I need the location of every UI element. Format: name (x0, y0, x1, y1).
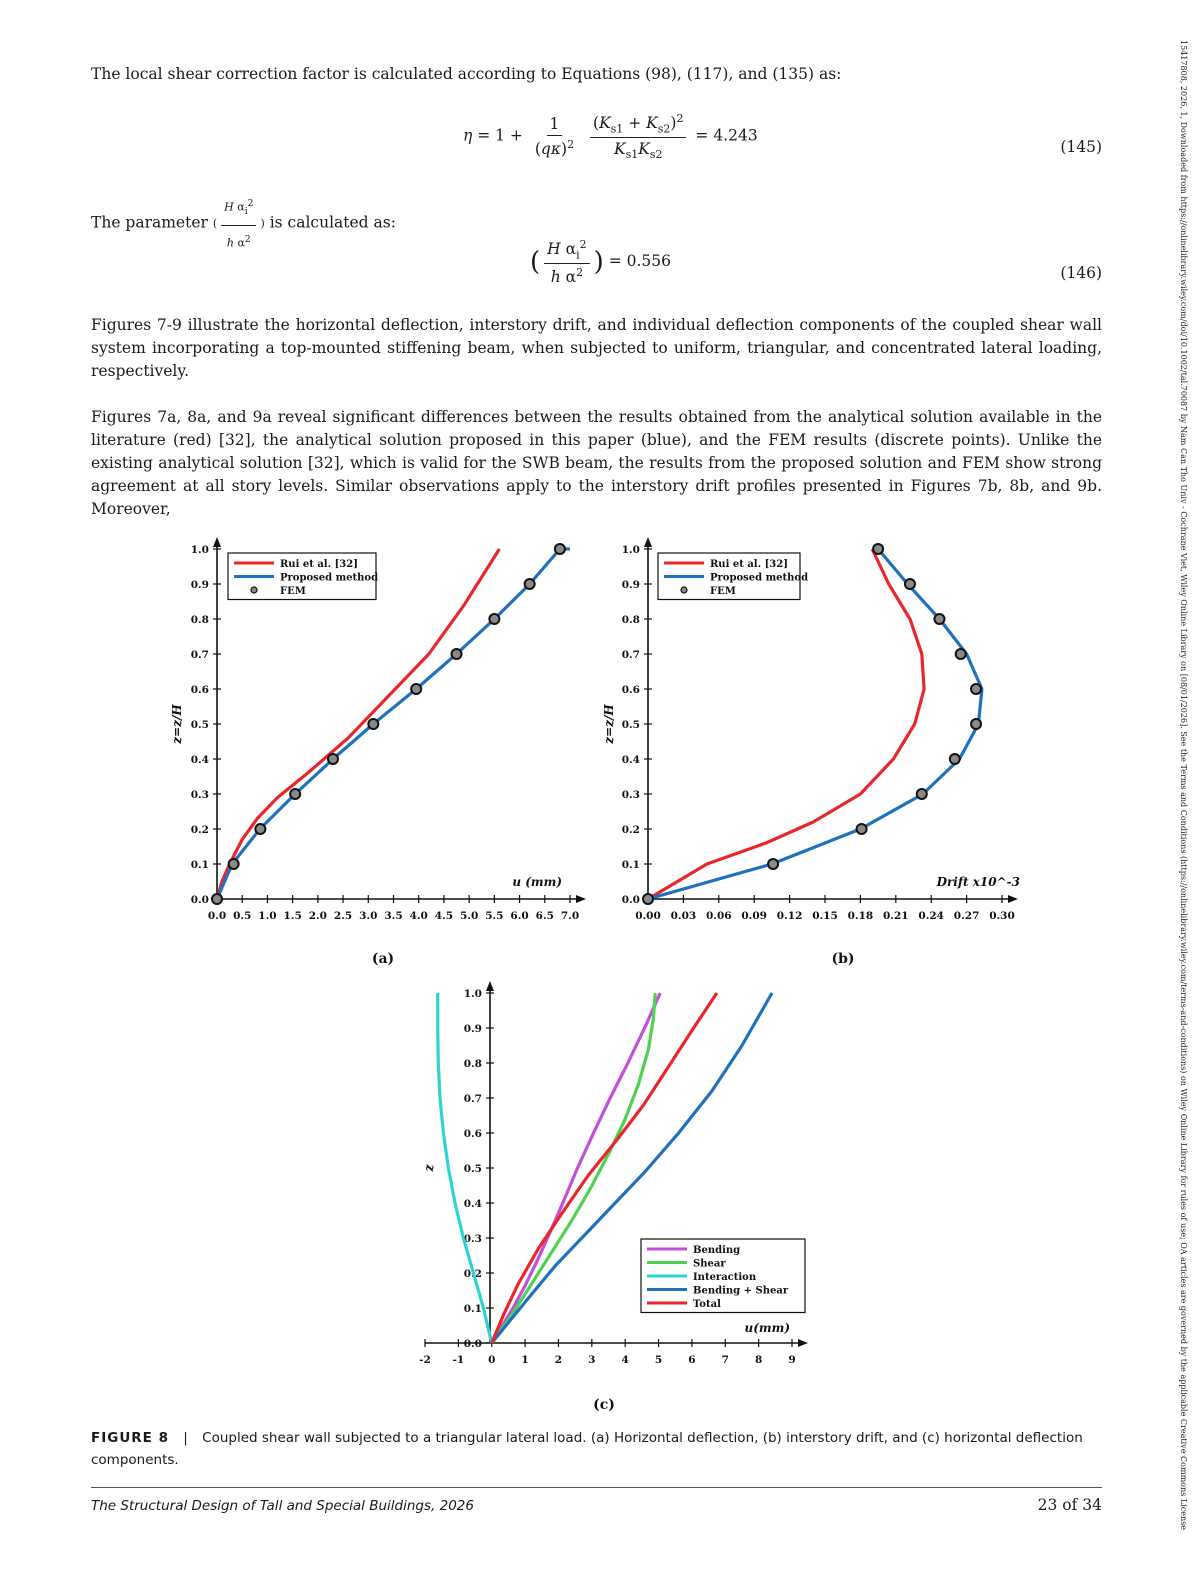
y-tick-label-a: 0.2 (190, 824, 209, 836)
fem-point-b (873, 544, 883, 554)
y-tick-label-b: 0.9 (621, 579, 640, 591)
fem-point-a (489, 614, 499, 624)
x-tick-label-a: 5.0 (460, 910, 479, 922)
x-tick-label-c: -2 (419, 1354, 431, 1366)
caption-text: Coupled shear wall subjected to a triangular lateral load. (a) Horizontal deflection, (b) interstory drift, and (c) horizontal deflection components. (91, 1430, 1083, 1468)
x-axis-label-b: Drift x10^-3 (936, 875, 1020, 889)
y-tick-label-a: 0.8 (190, 614, 209, 626)
x-tick-label-c: 1 (521, 1354, 529, 1366)
x-tick-label-b: 0.15 (812, 910, 838, 922)
equation-number: (145) (1060, 138, 1102, 156)
y-tick-label-a: 0.4 (190, 754, 209, 766)
y-tick-label-a: 0.5 (190, 719, 209, 731)
legend-label-c: Total (693, 1299, 721, 1310)
x-tick-label-a: 2.5 (333, 910, 353, 922)
figure-caption: FIGURE 8 | Coupled shear wall subjected to a triangular lateral load. (a) Horizontal deflection, (b) interstory drift, and (c) horizontal deflection components. (91, 1430, 1083, 1468)
fem-point-b (971, 719, 981, 729)
fem-point-a (368, 719, 378, 729)
y-tick-label-a: 0.7 (190, 649, 209, 661)
panel-label-a: (a) (371, 951, 395, 967)
series-line-c (492, 993, 661, 1343)
fem-point-a (212, 894, 222, 904)
y-tick-label-c: 0.5 (463, 1163, 482, 1175)
legend-label-a: Rui et al. [32] (280, 559, 358, 570)
fem-point-a (290, 789, 300, 799)
equation-number: (146) (1060, 264, 1102, 282)
y-tick-label-a: 0.6 (190, 684, 209, 696)
page-number: 23 of 34 (1037, 1496, 1102, 1514)
y-tick-label-b: 0.7 (621, 649, 640, 661)
x-tick-label-c: 5 (654, 1354, 663, 1366)
legend-label-c: Bending (693, 1245, 741, 1256)
x-axis-label-a: u (mm) (512, 875, 562, 889)
x-tick-label-a: 2.0 (308, 910, 327, 922)
paragraph-figures-intro: Figures 7-9 illustrate the horizontal deflection, interstory drift, and individual deflection components of the coupled shear wall system incorporating a top-mounted stiffening beam, when subjected to uniform, triangular, and concentrated lateral loading, respectively. (91, 316, 1102, 380)
x-tick-label-a: 7.0 (560, 910, 580, 922)
panel-label-b: (b) (831, 951, 855, 967)
fem-point-a (452, 649, 462, 659)
legend-label-b: FEM (710, 586, 736, 597)
legend-label-c: Shear (693, 1258, 726, 1270)
y-axis-arrow-b (644, 537, 652, 547)
x-tick-label-b: 0.12 (776, 910, 803, 922)
y-tick-label-c: 1.0 (463, 988, 482, 1000)
x-tick-label-b: 0.30 (989, 910, 1015, 922)
fem-point-b (643, 894, 653, 904)
y-tick-label-c: 0.0 (463, 1338, 482, 1350)
y-tick-label-b: 0.1 (621, 859, 640, 871)
x-tick-label-a: 6.0 (510, 910, 529, 922)
y-tick-label-a: 0.0 (190, 894, 209, 906)
y-tick-label-c: 0.4 (463, 1198, 482, 1210)
x-tick-label-c: 9 (788, 1354, 796, 1366)
y-tick-label-c: 0.8 (463, 1058, 482, 1070)
y-tick-label-c: 0.1 (463, 1303, 482, 1315)
x-tick-label-a: 3.5 (384, 910, 403, 922)
x-axis-arrow-c (798, 1339, 808, 1347)
x-tick-label-a: 5.5 (485, 910, 504, 922)
y-tick-label-c: 0.2 (463, 1268, 482, 1280)
fem-point-b (950, 754, 960, 764)
y-axis-label-b: z=z/H (602, 704, 616, 744)
legend-label-b: Proposed method (710, 572, 809, 584)
x-tick-label-c: 6 (688, 1354, 696, 1366)
paragraph-parameter: The parameter ( $\frac{H \alpha_i^2}{h \alpha^2}$ ) is calculated as: (91, 192, 1102, 255)
x-tick-label-a: 4.5 (434, 910, 454, 922)
panel-label-c: (c) (593, 1397, 615, 1413)
y-tick-label-c: 0.7 (463, 1093, 482, 1105)
x-tick-label-a: 1.0 (258, 910, 277, 922)
x-tick-label-a: 0.5 (233, 910, 252, 922)
series-line-a (217, 549, 499, 899)
legend-marker-a (251, 587, 257, 593)
x-axis-label-c: u(mm) (744, 1321, 790, 1335)
x-tick-label-b: 0.18 (847, 910, 874, 922)
y-tick-label-a: 1.0 (190, 544, 209, 556)
journal-name: The Structural Design of Tall and Special Buildings, 2026 (91, 1498, 474, 1514)
equation-result: = 4.243 (695, 126, 758, 145)
y-axis-arrow-a (213, 537, 221, 547)
legend-label-c: Bending + Shear (693, 1285, 789, 1297)
equation-145: η = 1 + $\frac{1}{(q\kappa)^2}$ $\frac{(K_{s1} + K_{s2})^2}{K_{s1}K_{s2}}$ = 4.243 (463, 112, 758, 162)
fem-point-b (857, 824, 867, 834)
fem-point-a (555, 544, 565, 554)
x-tick-label-b: 0.09 (741, 910, 767, 922)
y-axis-label-a: z=z/H (170, 704, 184, 744)
series-line-b (648, 549, 982, 899)
x-tick-label-b: 0.21 (883, 910, 909, 922)
footer-divider (91, 1487, 1102, 1488)
legend-label-a: FEM (280, 586, 306, 597)
x-axis-arrow-b (1008, 895, 1018, 903)
fem-point-a (328, 754, 338, 764)
paragraph-text: The parameter (91, 213, 208, 232)
series-line-a (217, 549, 570, 899)
x-tick-label-c: 2 (554, 1354, 563, 1366)
y-tick-label-a: 0.3 (190, 789, 209, 801)
x-tick-label-b: 0.06 (706, 910, 732, 922)
fem-point-b (905, 579, 915, 589)
x-tick-label-b: 0.03 (670, 910, 697, 922)
fem-point-a (411, 684, 421, 694)
y-tick-label-c: 0.6 (463, 1128, 482, 1140)
x-tick-label-b: 0.27 (953, 910, 980, 922)
fem-point-b (934, 614, 944, 624)
x-tick-label-a: 0.0 (207, 910, 227, 922)
series-line-b (648, 549, 924, 899)
caption-label: FIGURE 8 (91, 1430, 169, 1446)
y-tick-label-c: 0.9 (463, 1023, 482, 1035)
download-notice (1172, 40, 1186, 1540)
legend-label-b: Rui et al. [32] (710, 559, 788, 570)
x-tick-label-a: 3.0 (359, 910, 378, 922)
y-tick-label-b: 0.3 (621, 789, 640, 801)
y-tick-label-c: 0.3 (463, 1233, 482, 1245)
x-tick-label-c: 4 (621, 1354, 629, 1366)
y-axis-arrow-c (486, 981, 494, 991)
x-tick-label-a: 6.5 (535, 910, 554, 922)
x-tick-label-b: 0.24 (918, 910, 944, 922)
legend-marker-b (681, 587, 687, 593)
equation-result: = 0.556 (608, 252, 672, 271)
paragraph-text: is calculated as: (269, 213, 396, 232)
paragraph-text: The local shear correction factor is calculated according to Equations (98), (117), and (135) as: (91, 65, 842, 83)
x-axis-arrow-a (576, 895, 586, 903)
fem-point-a (525, 579, 535, 589)
x-tick-label-a: 4.0 (409, 910, 428, 922)
y-axis-label-c: z (422, 1164, 436, 1172)
y-tick-label-b: 0.6 (621, 684, 640, 696)
fem-point-b (917, 789, 927, 799)
x-tick-label-c: 8 (754, 1354, 763, 1366)
legend-label-a: Proposed method (280, 572, 379, 584)
paragraph-figures-discussion: Figures 7a, 8a, and 9a reveal significant differences between the results obtained from the analytical solution available in the literature (red) [32], the analytical solution proposed in this paper (blue), and the FEM results (discrete points). Unlike the existing analytical solution [32], which is valid for the SWB beam, the results from the proposed solution and FEM show strong agreement at all story levels. Similar observations apply to the interstory drift profiles presented in Figures 7b, 8b, and 9b. Moreover, (91, 408, 1102, 518)
equation-146: ( $\frac{H \alpha_i^2}{h \alpha^2}$ ) = 0.556 (530, 238, 672, 287)
fem-point-b (956, 649, 966, 659)
y-tick-label-b: 0.2 (621, 824, 640, 836)
x-tick-label-b: 0.00 (635, 910, 661, 922)
x-tick-label-c: 7 (721, 1354, 729, 1366)
y-tick-label-b: 1.0 (621, 544, 640, 556)
download-notice-text: 15417808, 2026, 1, Downloaded from https://onlinelibrary.wiley.com/doi/10.1002/tal.70087 by Nam Can Tho Univ - Cochrane Viet, Wiley Online Library on [08/01/2026]. See the Terms and Conditions (https://onlinelibrary.wiley.com/terms-and-conditions) on Wiley Online Library for rules of use; OA articles are governed by the applicable Creative Commons License (1179, 40, 1188, 1527)
fem-point-a (255, 824, 265, 834)
y-tick-label-b: 0.4 (621, 754, 640, 766)
y-tick-label-a: 0.1 (190, 859, 209, 871)
fem-point-b (768, 859, 778, 869)
x-tick-label-c: 3 (588, 1354, 596, 1366)
y-tick-label-a: 0.9 (190, 579, 209, 591)
x-tick-label-c: 0 (488, 1354, 496, 1366)
y-tick-label-b: 0.0 (621, 894, 640, 906)
x-tick-label-c: -1 (452, 1354, 465, 1366)
y-tick-label-b: 0.5 (621, 719, 640, 731)
legend-label-c: Interaction (693, 1272, 757, 1283)
x-tick-label-a: 1.5 (283, 910, 302, 922)
y-tick-label-b: 0.8 (621, 614, 640, 626)
fem-point-a (229, 859, 239, 869)
fem-point-b (971, 684, 981, 694)
